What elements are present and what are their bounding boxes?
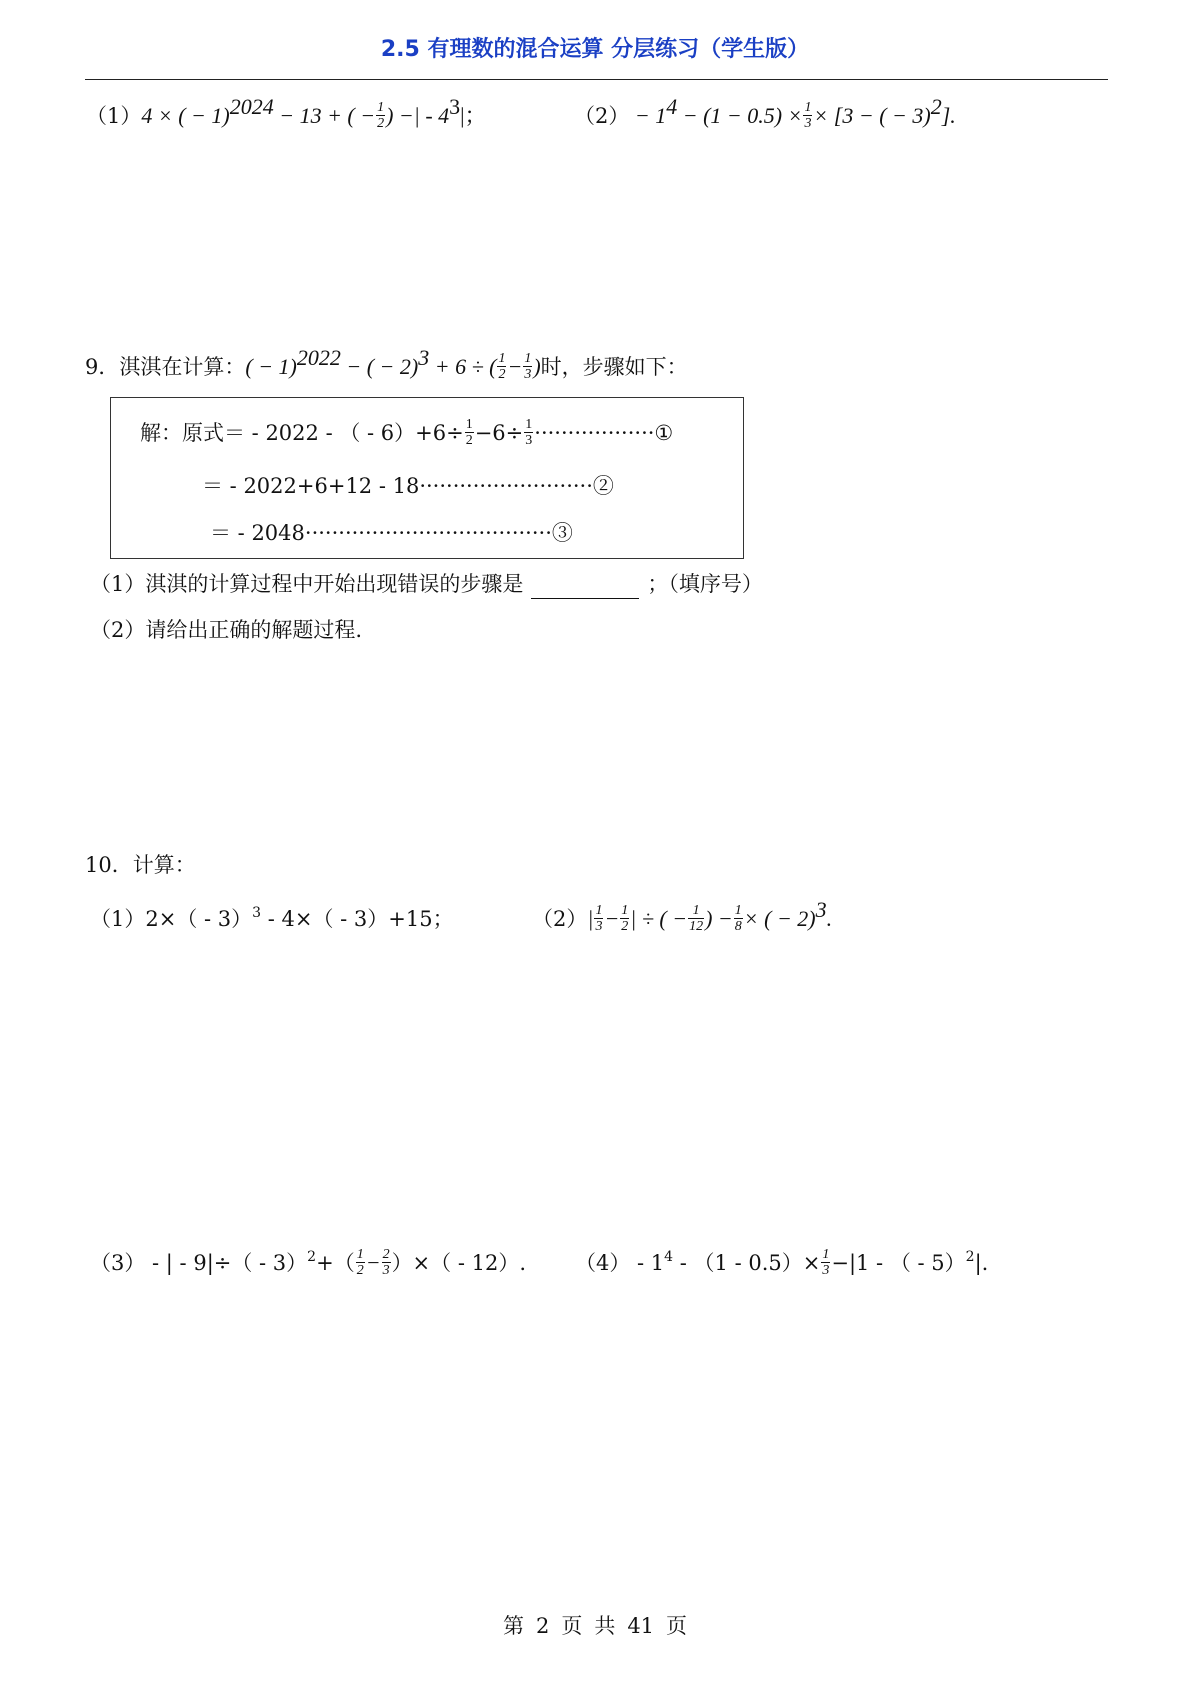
question-number: 9． xyxy=(85,355,120,379)
answer-blank[interactable] xyxy=(531,576,639,599)
solution-step-1: 解：原式＝ - 2022 - （ - 6）+6÷ $\frac{1}{2}$ −6÷ $\frac{1}{3}$ ··················① xyxy=(140,417,674,448)
fraction: $\frac{1}{2}$ xyxy=(498,351,506,382)
fraction: $\frac{2}{3}$ xyxy=(382,1247,390,1278)
fraction: $\frac{1}{2}$ xyxy=(356,1247,364,1278)
q10-part1: （1）2×（ - 3）$^3$ - 4×（ - 3）+15； xyxy=(90,905,454,931)
fraction: $\frac{1}{3}$ xyxy=(525,417,533,448)
q10-part4: $(4) - 1^4 - (1 - 0.5)\times$ $\frac{1}{3}$ −|1 - （ - 5）$^2$|. xyxy=(575,1247,989,1278)
total-pages: 41 xyxy=(627,1614,655,1638)
q9-subquestion-2: （2）请给出正确的解题过程. xyxy=(90,618,363,642)
solution-step-2: ＝ - 2022+6+12 - 18··························② xyxy=(202,474,614,498)
fraction: $\frac{1}{3}$ xyxy=(822,1247,830,1278)
q9-stem: 9．淇淇在计算：( − 1)$^{2022}$ − ( − 2)$^3$ + 6 ÷ ( $\frac{1}{2}$ − $\frac{1}{3}$ )时，步骤如下： xyxy=(85,345,688,382)
q8-part2: $(2) - 1^4 - (1 - 0.5)$ × $\frac{1}{3}$ × [3 − ( − 3)$^2$]. xyxy=(574,94,956,131)
fraction: $\frac{1}{12}$ xyxy=(689,903,704,934)
fraction: $\frac{1}{2}$ xyxy=(465,417,473,448)
q9-subquestion-1: （1）淇淇的计算过程中开始出现错误的步骤是 ；（填序号） xyxy=(90,569,763,599)
q10-part2: （2）| $\frac{1}{3}$ − $\frac{1}{2}$ | ÷ ( − $\frac{1}{12}$ ) − $\frac{1}{8}$ × ( − 2)$^3$. xyxy=(532,897,833,934)
fraction: $\frac{1}{8}$ xyxy=(734,903,742,934)
page-footer: 第 2 页 共 41 页 xyxy=(502,1614,688,1638)
fraction: $\frac{1}{3}$ xyxy=(524,351,532,382)
page-number: 2 xyxy=(535,1614,550,1638)
q10-part3: （3） - | - 9|÷（ - 3）$^2$+（ $\frac{1}{2}$ − $\frac{2}{3}$ ）×（ - 12）. xyxy=(90,1247,527,1278)
fraction: $\frac{1}{3}$ xyxy=(804,100,812,131)
solution-step-3: ＝ - 2048·····································③ xyxy=(210,521,573,545)
fraction: $\frac{1}{2}$ xyxy=(377,100,385,131)
fraction: $\frac{1}{3}$ xyxy=(595,903,603,934)
q8-part1: （1）4 × ( − 1)$^{2024}$ − 13 + ( − $\frac{1}{2}$ ) −| - $4^3|$； xyxy=(86,94,487,131)
page-title: 2.5 有理数的混合运算 分层练习（学生版） xyxy=(380,37,810,62)
q10-stem: 10．计算： xyxy=(85,853,196,877)
fraction: $\frac{1}{2}$ xyxy=(621,903,629,934)
header-divider xyxy=(85,79,1108,80)
